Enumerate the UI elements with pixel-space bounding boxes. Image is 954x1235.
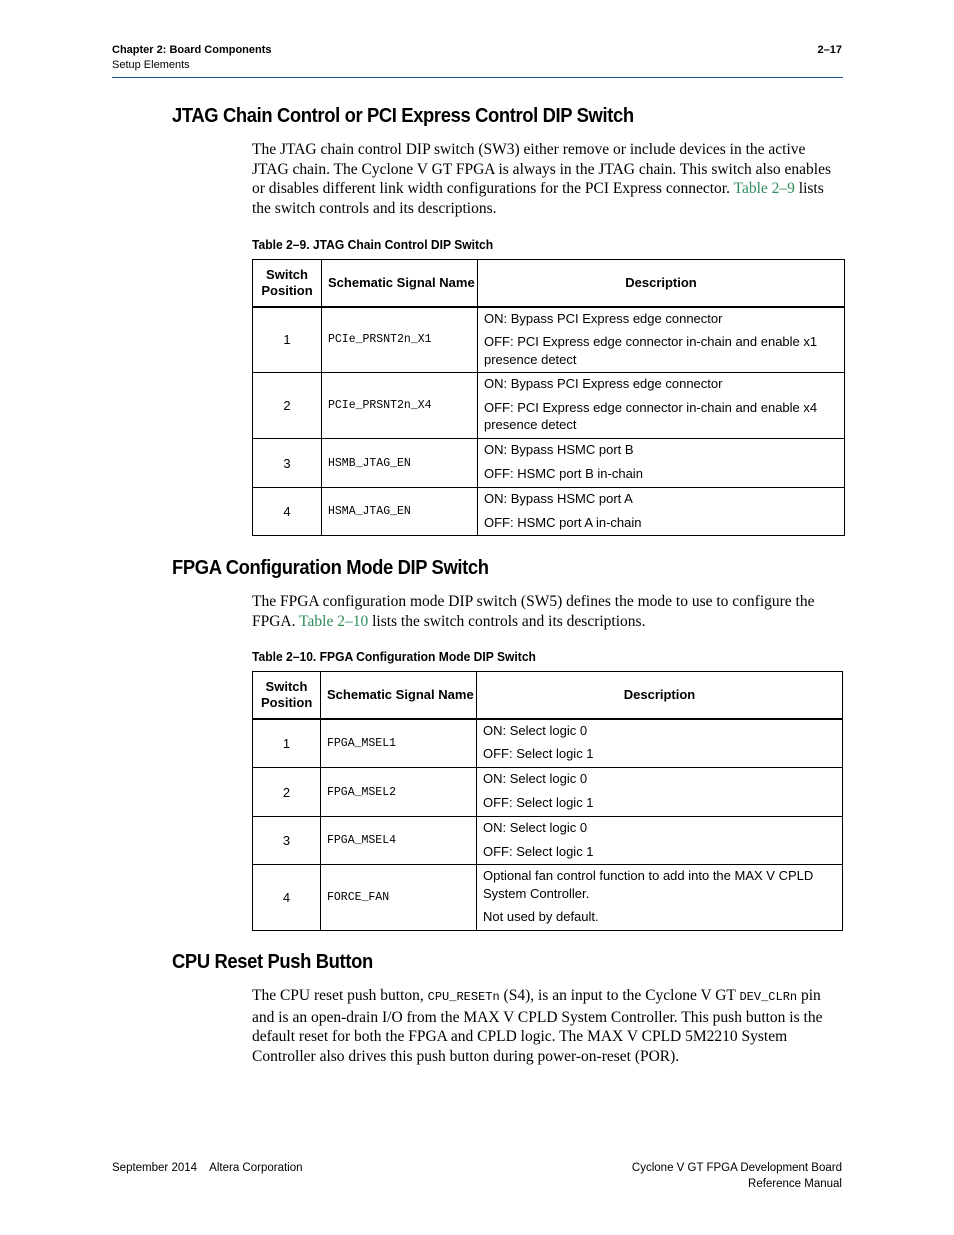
signal-name: FPGA_MSEL4: [321, 817, 477, 865]
switch-position: 3: [253, 439, 322, 488]
table-2-9-link[interactable]: Table 2–9: [733, 180, 795, 198]
switch-position: 1: [253, 719, 321, 768]
switch-position: 1: [253, 307, 322, 373]
description: [477, 719, 843, 768]
off-text: OFF: HSMC port A in-chain: [484, 514, 642, 530]
off-text: OFF: Select logic 1: [483, 794, 594, 810]
jtag-table: [252, 259, 845, 536]
section-title: Setup Elements: [112, 59, 190, 71]
switch-position: 2: [253, 373, 322, 439]
on-text: ON: Bypass HSMC port B: [484, 442, 634, 457]
footer-doc-title: Cyclone V GT FPGA Development Board: [631, 1162, 842, 1174]
jtag-table-header: [253, 260, 845, 307]
signal-name: FORCE_FAN: [321, 865, 477, 931]
description: [477, 865, 843, 931]
cpu-reset-heading: CPU Reset Push Button: [172, 951, 373, 973]
col-signal-name: Schematic Signal Name: [322, 260, 478, 307]
description: [478, 488, 845, 536]
chapter-title: Chapter 2: Board Components: [112, 44, 272, 56]
col-description: Description: [477, 672, 843, 719]
page-number: 2–17: [817, 44, 842, 56]
on-text: Optional fan control function to add into the MAX V CPLD System Controller.: [483, 868, 814, 901]
cpu-reset-signal: CPU_RESETn: [427, 990, 500, 1004]
cpu-para-text-1: The CPU reset push button,: [252, 987, 428, 1004]
col-switch-position: Switch Position: [253, 260, 322, 307]
col-switch-position: Switch Position: [253, 672, 321, 719]
signal-name: PCIe_PRSNT2n_X4: [322, 373, 478, 439]
col-description: Description: [478, 260, 845, 307]
fpga-para-text: The FPGA configuration mode DIP switch (SW5) defines the mode to use to configure the FPGA.: [252, 593, 815, 630]
signal-name: FPGA_MSEL2: [321, 768, 477, 817]
footer-date-company: September 2014 Altera Corporation: [112, 1162, 303, 1174]
signal-name: HSMA_JTAG_EN: [322, 488, 478, 536]
table-row: [253, 719, 843, 768]
table-row: [253, 768, 843, 817]
description: [478, 439, 845, 488]
table-2-10-link[interactable]: Table 2–10: [299, 612, 369, 630]
table-row: [253, 307, 845, 373]
jtag-paragraph: [252, 140, 844, 218]
jtag-table-caption: Table 2–9. JTAG Chain Control DIP Switch: [252, 237, 494, 252]
page-header: [112, 43, 842, 73]
description: [477, 817, 843, 865]
switch-position: 3: [253, 817, 321, 865]
table-row: [253, 488, 845, 536]
table-row: [253, 373, 845, 439]
off-text: OFF: PCI Express edge connector in-chain and enable x1 presence detect: [484, 334, 818, 367]
fpga-config-table: [252, 671, 843, 931]
signal-name: HSMB_JTAG_EN: [322, 439, 478, 488]
dev-clrn-signal: DEV_CLRn: [739, 990, 798, 1004]
on-text: ON: Select logic 0: [483, 722, 588, 738]
fpga-config-heading: FPGA Configuration Mode DIP Switch: [172, 557, 489, 579]
on-text: ON: Bypass HSMC port A: [484, 491, 633, 506]
description: [478, 307, 845, 373]
fpga-para-text-2: lists the switch controls and its descriptions.: [368, 612, 646, 630]
fpga-table-caption: Table 2–10. FPGA Configuration Mode DIP Switch: [252, 649, 536, 664]
table-row: [253, 865, 843, 931]
header-divider: [112, 77, 843, 78]
cpu-para-text-2: (S4), is an input to the Cyclone V GT: [499, 987, 740, 1004]
off-text: OFF: HSMC port B in-chain: [484, 465, 643, 481]
cpu-reset-paragraph: [252, 986, 844, 1066]
off-text: OFF: Select logic 1: [483, 746, 594, 761]
switch-position: 4: [253, 488, 322, 536]
jtag-para-text: The JTAG chain control DIP switch (SW3) either remove or include devices in the active JTAG chain. The Cyclone V GT FPGA is always in the JTAG chain. This switch also enables or disables different link width configurations for the PCI Express connector.: [252, 141, 831, 198]
footer-left: [112, 1160, 303, 1176]
cpu-para-text-3: pin and is an open-drain I/O from the MAX V CPLD System Controller. This push button is the default reset for both the FPGA and CPLD logic. The MAX V CPLD 5M2210 System Controller also drives this push button during power-on-reset (POR).: [252, 987, 823, 1065]
on-text: ON: Bypass PCI Express edge connector: [484, 376, 723, 391]
fpga-table-header: [253, 672, 843, 719]
signal-name: FPGA_MSEL1: [321, 719, 477, 768]
switch-position: 4: [253, 865, 321, 931]
switch-position: 2: [253, 768, 321, 817]
description: [477, 768, 843, 817]
on-text: ON: Bypass PCI Express edge connector: [484, 310, 723, 326]
off-text: OFF: PCI Express edge connector in-chain and enable x4 presence detect: [484, 399, 818, 432]
signal-name: PCIe_PRSNT2n_X1: [322, 307, 478, 373]
on-text: ON: Select logic 0: [483, 820, 588, 835]
jtag-heading: JTAG Chain Control or PCI Express Control DIP Switch: [172, 105, 634, 127]
off-text: Not used by default.: [483, 909, 599, 924]
jtag-para-text-2: lists the switch controls and its descriptions.: [252, 180, 824, 217]
table-row: [253, 817, 843, 865]
off-text: OFF: Select logic 1: [483, 843, 594, 859]
col-signal-name: Schematic Signal Name: [321, 672, 477, 719]
fpga-config-paragraph: [252, 592, 844, 631]
footer-doc-subtitle: Reference Manual: [748, 1178, 842, 1190]
description: [478, 373, 845, 439]
table-row: [253, 439, 845, 488]
footer-right: [632, 1160, 842, 1192]
on-text: ON: Select logic 0: [483, 771, 588, 786]
